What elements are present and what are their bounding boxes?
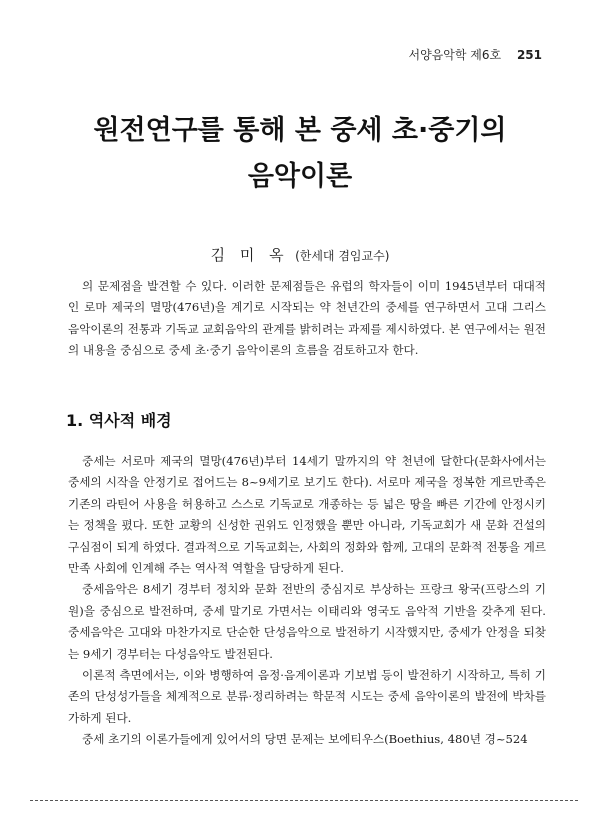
footnote-divider <box>30 800 578 801</box>
section-heading: 1. 역사적 배경 <box>66 411 172 430</box>
author-name: 김 미 옥 <box>210 246 289 264</box>
title-line-1: 원전연구를 통해 본 중세 초·중기의 <box>93 115 507 146</box>
body-text <box>68 451 546 751</box>
page-number: 251 <box>516 48 542 62</box>
intro-paragraph: 의 문제점을 발견할 수 있다. 이러한 문제점들은 유럽의 학자들이 이미 1945년부터 대대적인 로마 제국의 멸망(476년)을 계기로 시작되는 약 천년간의 중세를 연구하면서 고대 그리스 음악이론의 전통과 기독교 교회음악의 관계를 밝히려는 과제를 제시하였다. 본 연구에서는 원전의 내용을 중심으로 중세 초·중기 음악이론의 흐름을 검토하고자 한다. <box>68 279 546 358</box>
running-head <box>409 46 543 63</box>
body-paragraph-4: 중세 초기의 이론가들에게 있어서의 당면 문제는 보에티우스(Boethius, 480년 경~524 <box>82 732 528 747</box>
journal-name: 서양음악학 제6호 <box>408 48 502 62</box>
body-paragraph-1: 중세는 서로마 제국의 멸망(476년)부터 14세기 말까지의 약 천년에 달한다(문화사에서는 중세의 시작을 안정기로 접어드는 8~9세기로 보기도 한다). 서로마 제국을 정복한 게르만족은 기존의 라틴어 사용을 허용하고 스스로 기독교로 개종하는 등 넓은 땅을 빠른 기간에 안정시키는 정책을 폈다. 또한 교황의 신성한 권위도 인정했을 뿐만 아니라, 기독교회가 새 문화 건설의 구심점이 되게 하였다. 결과적으로 기독교회는, 사회의 정화와 함께, 고대의 문화적 전통을 게르만족 사회에 인계해 주는 역사적 역할을 담당하게 된다. <box>68 454 546 576</box>
author-affiliation: (한세대 겸임교수) <box>295 249 390 263</box>
article-title <box>0 108 600 200</box>
body-paragraph-2: 중세음악은 8세기 경부터 정치와 문화 전반의 중심지로 부상하는 프랑크 왕국(프랑스의 기원)을 중심으로 발전하며, 중세 말기로 가면서는 이태리와 영국도 음악적 기반을 갖추게 된다. 중세음악은 고대와 마찬가지로 단순한 단성음악으로 발전하기 시작했지만, 중세가 안정을 되찾는 9세기 경부터는 다성음악도 발전된다. <box>68 582 546 661</box>
intro-text <box>68 276 546 362</box>
body-paragraph-3: 이론적 측면에서는, 이와 병행하여 음정·음계이론과 기보법 등이 발전하기 시작하고, 특히 기존의 단성성가들을 체계적으로 분류·정리하려는 학문적 시도는 중세 음악이론의 발전에 박차를 가하게 된다. <box>68 668 546 725</box>
author-line <box>0 244 600 265</box>
title-line-2: 음악이론 <box>247 161 353 192</box>
